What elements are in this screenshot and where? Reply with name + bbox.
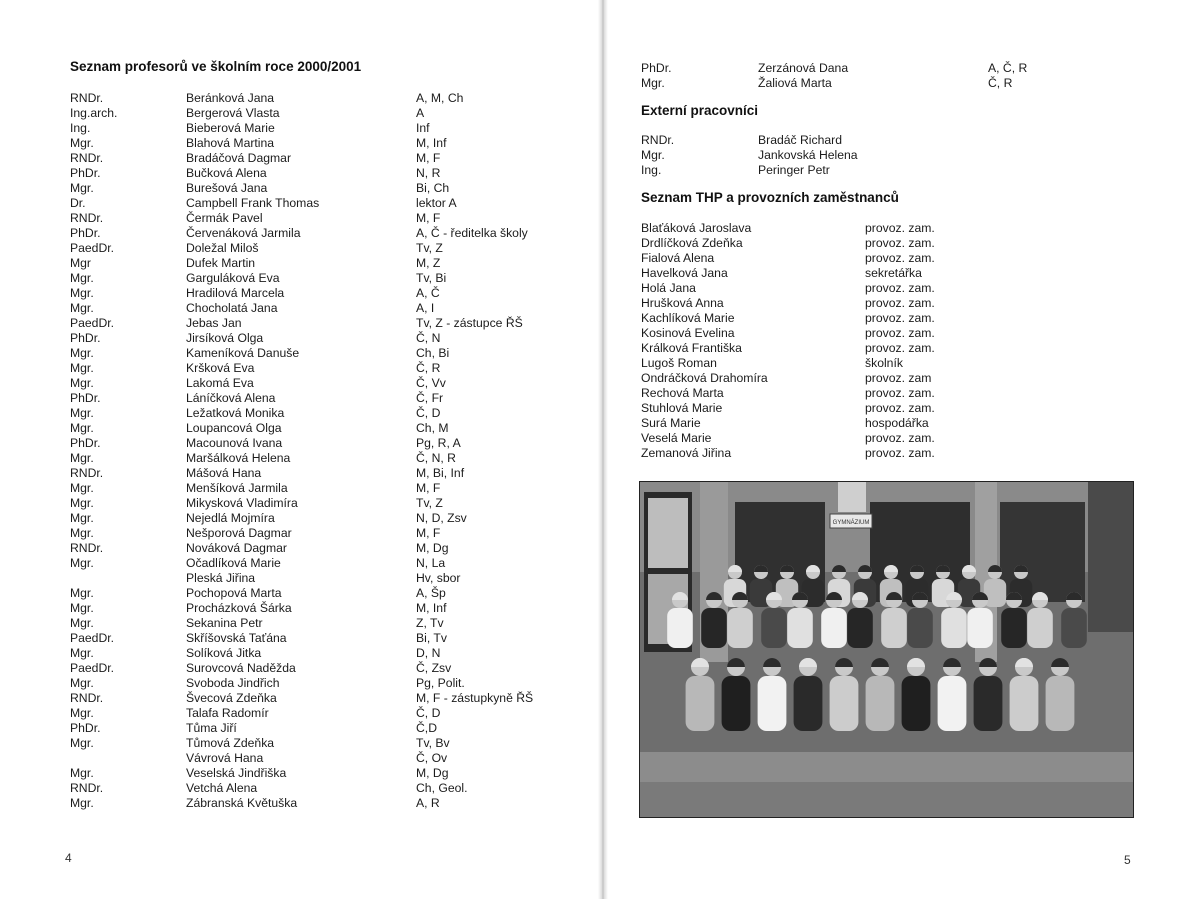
list-item [641,326,1041,341]
person-name: Sekanina Petr [186,616,263,630]
list-item [70,511,570,526]
page-number-right: 5 [1124,853,1131,867]
person-name: Beránková Jana [186,91,275,105]
list-item [70,766,570,781]
subjects: M, F [416,526,441,540]
list-item [641,416,1041,431]
professors-continued-list [641,61,1161,91]
subjects: Bi, Tv [416,631,447,645]
subjects: Tv, Z - zástupce ŘŠ [416,316,523,330]
person-name: Mášová Hana [186,466,262,480]
job-role: provoz. zam. [865,326,935,340]
person-name: Burešová Jana [186,181,268,195]
person-name: Surovcová Naděžda [186,661,296,675]
subjects: M, Inf [416,601,447,615]
list-item [70,361,570,376]
academic-title: Mgr. [70,676,94,690]
academic-title: Mgr. [70,706,94,720]
academic-title: Mgr. [70,136,94,150]
person-name: Garguláková Eva [186,271,280,285]
job-role: sekretářka [865,266,922,280]
list-item [70,646,570,661]
person-name: Blahová Martina [186,136,275,150]
subjects: Č, R [988,76,1013,90]
job-role: hospodářka [865,416,929,430]
person-name: Bučková Alena [186,166,267,180]
list-item [70,661,570,676]
list-item [70,571,570,586]
person-name: Maršálková Helena [186,451,291,465]
list-item [70,301,570,316]
person-name: Campbell Frank Thomas [186,196,320,210]
subjects: A, M, Ch [416,91,464,105]
list-item [70,421,570,436]
person-name: Kachlíková Marie [641,311,735,325]
subjects: A, Č, R [988,61,1028,75]
list-item [70,541,570,556]
academic-title: Ing. [641,163,662,177]
list-item [70,436,570,451]
person-name: Nováková Dagmar [186,541,287,555]
professors-list [70,91,570,811]
list-item [70,751,570,766]
academic-title: Mgr. [641,148,665,162]
list-item [70,691,570,706]
subjects: M, F [416,211,441,225]
academic-title: RNDr. [70,541,104,555]
subjects: Tv, Bi [416,271,447,285]
list-item [70,451,570,466]
subjects: Č, N, R [416,451,456,465]
subjects: A, R [416,796,440,810]
academic-title: PaedDr. [70,316,115,330]
academic-title: Mgr. [70,271,94,285]
academic-title: Ing. [70,121,91,135]
list-item [641,341,1041,356]
person-name: Hradilová Marcela [186,286,285,300]
list-item [70,136,570,151]
person-name: Tůmová Zdeňka [186,736,275,750]
list-item [641,236,1041,251]
list-item [70,166,570,181]
job-role: provoz. zam. [865,446,935,460]
academic-title: Mgr. [70,616,94,630]
list-item [70,781,570,796]
list-item [70,631,570,646]
list-item [641,386,1041,401]
job-role: provoz. zam. [865,401,935,415]
list-item [70,496,570,511]
academic-title: RNDr. [70,211,104,225]
person-name: Chocholatá Jana [186,301,278,315]
person-name: Dufek Martin [186,256,256,270]
list-item [641,446,1041,461]
person-name: Pochopová Marta [186,586,282,600]
person-name: Kosinová Evelina [641,326,735,340]
academic-title: PhDr. [70,391,101,405]
subjects: M, Inf [416,136,447,150]
list-item [70,211,570,226]
subjects: M, Bi, Inf [416,466,465,480]
staff-group-photo [639,481,1134,818]
academic-title: Mgr. [70,496,94,510]
job-role: provoz. zam. [865,386,935,400]
person-name: Talafa Radomír [186,706,269,720]
person-name: Loupancová Olga [186,421,282,435]
list-item [70,271,570,286]
job-role: provoz. zam. [865,341,935,355]
list-item [70,151,570,166]
list-item [70,316,570,331]
academic-title: RNDr. [70,691,104,705]
list-item [70,586,570,601]
list-item [70,706,570,721]
person-name: Vávrová Hana [186,751,264,765]
list-item [70,376,570,391]
subjects: Č,D [416,721,437,735]
list-item [641,311,1041,326]
list-item [70,286,570,301]
list-item [70,556,570,571]
academic-title: PhDr. [70,226,101,240]
academic-title: RNDr. [70,466,104,480]
list-item [641,296,1041,311]
list-item [641,431,1041,446]
list-item [641,251,1041,266]
academic-title: PhDr. [70,166,101,180]
list-item [70,331,570,346]
person-name: Holá Jana [641,281,696,295]
list-item [70,466,570,481]
list-item [641,148,1161,163]
job-role: provoz. zam. [865,281,935,295]
person-name: Pleská Jiřina [186,571,256,585]
subjects: M, Dg [416,766,449,780]
list-item [70,406,570,421]
person-name: Svoboda Jindřich [186,676,280,690]
academic-title: Mgr. [70,511,94,525]
person-name: Ondráčková Drahomíra [641,371,768,385]
job-role: provoz. zam. [865,296,935,310]
list-item [70,256,570,271]
person-name: Vetchá Alena [186,781,258,795]
person-name: Kameníková Danuše [186,346,300,360]
academic-title: PaedDr. [70,661,115,675]
academic-title: PaedDr. [70,631,115,645]
subjects: N, R [416,166,441,180]
person-name: Láníčková Alena [186,391,276,405]
person-name: Peringer Petr [758,163,830,177]
person-name: Bradáčová Dagmar [186,151,291,165]
external-staff-list [641,133,1161,178]
academic-title: Mgr. [70,736,94,750]
list-item [641,221,1041,236]
subjects: Č, Vv [416,376,446,390]
list-item [641,356,1041,371]
photo-sign-text: GYMNÁZIUM [832,520,870,526]
subjects: M, Z [416,256,441,270]
academic-title: PaedDr. [70,241,115,255]
subjects: N, D, Zsv [416,511,467,525]
academic-title: Mgr. [70,766,94,780]
academic-title: RNDr. [70,91,104,105]
person-name: Zerzánová Dana [758,61,849,75]
person-name: Menšíková Jarmila [186,481,288,495]
person-name: Havelková Jana [641,266,728,280]
person-name: Zemanová Jiřina [641,446,732,460]
list-item [70,346,570,361]
person-name: Bergerová Vlasta [186,106,280,120]
academic-title: Dr. [70,196,86,210]
person-name: Veselá Marie [641,431,712,445]
job-role: provoz. zam. [865,251,935,265]
person-name: Rechová Marta [641,386,724,400]
subjects: Č, Fr [416,391,444,405]
external-heading: Externí pracovníci [641,103,759,118]
subjects: lektor A [416,196,457,210]
academic-title: Mgr. [70,481,94,495]
right-page [608,0,1200,899]
academic-title: RNDr. [641,133,675,147]
person-name: Nešporová Dagmar [186,526,292,540]
academic-title: PhDr. [70,331,101,345]
subjects: Pg, R, A [416,436,461,450]
academic-title: Mgr. [70,301,94,315]
academic-title: RNDr. [70,781,104,795]
thp-staff-list [641,221,1041,461]
subjects: Z, Tv [416,616,444,630]
subjects: M, F [416,151,441,165]
subjects: Hv, sbor [416,571,461,585]
professors-heading: Seznam profesorů ve školním roce 2000/2001 [70,59,362,74]
academic-title: RNDr. [70,151,104,165]
person-name: Mikysková Vladimíra [186,496,298,510]
job-role: provoz. zam [865,371,932,385]
subjects: Tv, Bv [416,736,450,750]
academic-title: Mgr. [70,376,94,390]
subjects: Č, Zsv [416,661,452,675]
list-item [70,241,570,256]
job-role: provoz. zam. [865,431,935,445]
list-item [70,391,570,406]
subjects: Č, D [416,406,441,420]
academic-title: Mgr. [70,526,94,540]
list-item [70,526,570,541]
subjects: Bi, Ch [416,181,450,195]
list-item [70,91,570,106]
subjects: Č, Ov [416,751,448,765]
left-page [0,0,598,899]
person-name: Macounová Ivana [186,436,283,450]
subjects: Ch, M [416,421,449,435]
person-name: Skříšovská Taťána [186,631,287,645]
person-name: Čermák Pavel [186,211,263,225]
person-name: Surá Marie [641,416,701,430]
list-item [641,76,1161,91]
subjects: A, I [416,301,435,315]
subjects: Tv, Z [416,241,443,255]
subjects: Č, R [416,361,441,375]
thp-heading: Seznam THP a provozních zaměstnanců [641,190,899,205]
list-item [70,106,570,121]
subjects: N, La [416,556,446,570]
academic-title: Mgr. [70,346,94,360]
list-item [641,61,1161,76]
list-item [70,616,570,631]
academic-title: Mgr. [70,586,94,600]
subjects: Č, N [416,331,441,345]
academic-title: Mgr. [70,421,94,435]
academic-title: Ing.arch. [70,106,118,120]
person-name: Bieberová Marie [186,121,275,135]
list-item [70,676,570,691]
job-role: provoz. zam. [865,311,935,325]
academic-title: PhDr. [641,61,672,75]
page-number-left: 4 [65,851,72,865]
subjects: Inf [416,121,430,135]
job-role: provoz. zam. [865,236,935,250]
academic-title: Mgr. [70,361,94,375]
list-item [641,266,1041,281]
subjects: A [416,106,425,120]
academic-title: Mgr. [70,646,94,660]
academic-title: Mgr. [70,181,94,195]
academic-title: PhDr. [70,721,101,735]
list-item [641,133,1161,148]
subjects: Ch, Bi [416,346,450,360]
person-name: Lugoš Roman [641,356,717,370]
person-name: Zábranská Květuška [186,796,298,810]
academic-title: Mgr. [70,451,94,465]
subjects: M, Dg [416,541,449,555]
person-name: Jirsíková Olga [186,331,264,345]
academic-title: Mgr. [70,556,94,570]
subjects: D, N [416,646,441,660]
list-item [70,736,570,751]
academic-title: Mgr. [70,286,94,300]
list-item [70,796,570,811]
person-name: Kršková Eva [186,361,255,375]
academic-title: Mgr. [70,406,94,420]
list-item [70,121,570,136]
list-item [70,226,570,241]
subjects: Č, D [416,706,441,720]
job-role: provoz. zam. [865,221,935,235]
subjects: A, Č [416,286,440,300]
academic-title: Mgr. [70,796,94,810]
person-name: Hrušková Anna [641,296,724,310]
person-name: Ležatková Monika [186,406,285,420]
list-item [641,371,1041,386]
list-item [641,401,1041,416]
person-name: Očadlíková Marie [186,556,281,570]
subjects: M, F [416,481,441,495]
person-name: Jankovská Helena [758,148,858,162]
person-name: Doležal Miloš [186,241,259,255]
person-name: Drdlíčková Zdeňka [641,236,743,250]
subjects: A, Šp [416,586,446,600]
person-name: Králková Františka [641,341,742,355]
list-item [70,481,570,496]
academic-title: Mgr. [70,601,94,615]
list-item [70,601,570,616]
list-item [70,196,570,211]
person-name: Červenáková Jarmila [186,226,301,240]
academic-title: Mgr. [641,76,665,90]
list-item [641,163,1161,178]
subjects: Ch, Geol. [416,781,468,795]
person-name: Jebas Jan [186,316,242,330]
subjects: Tv, Z [416,496,443,510]
subjects: A, Č - ředitelka školy [416,226,528,240]
person-name: Solíková Jitka [186,646,262,660]
book-gutter [598,0,608,899]
person-name: Stuhlová Marie [641,401,723,415]
list-item [641,281,1041,296]
subjects: Pg, Polit. [416,676,465,690]
academic-title: Mgr [70,256,91,270]
list-item [70,181,570,196]
person-name: Blaťáková Jaroslava [641,221,752,235]
person-name: Lakomá Eva [186,376,254,390]
person-name: Švecová Zdeňka [186,691,277,705]
job-role: školník [865,356,903,370]
person-name: Tůma Jiří [186,721,237,735]
person-name: Bradáč Richard [758,133,842,147]
person-name: Nejedlá Mojmíra [186,511,275,525]
list-item [70,721,570,736]
person-name: Veselská Jindřiška [186,766,287,780]
subjects: M, F - zástupkyně ŘŠ [416,691,534,705]
person-name: Procházková Šárka [186,601,292,615]
person-name: Žaliová Marta [758,76,832,90]
academic-title: PhDr. [70,436,101,450]
person-name: Fialová Alena [641,251,715,265]
